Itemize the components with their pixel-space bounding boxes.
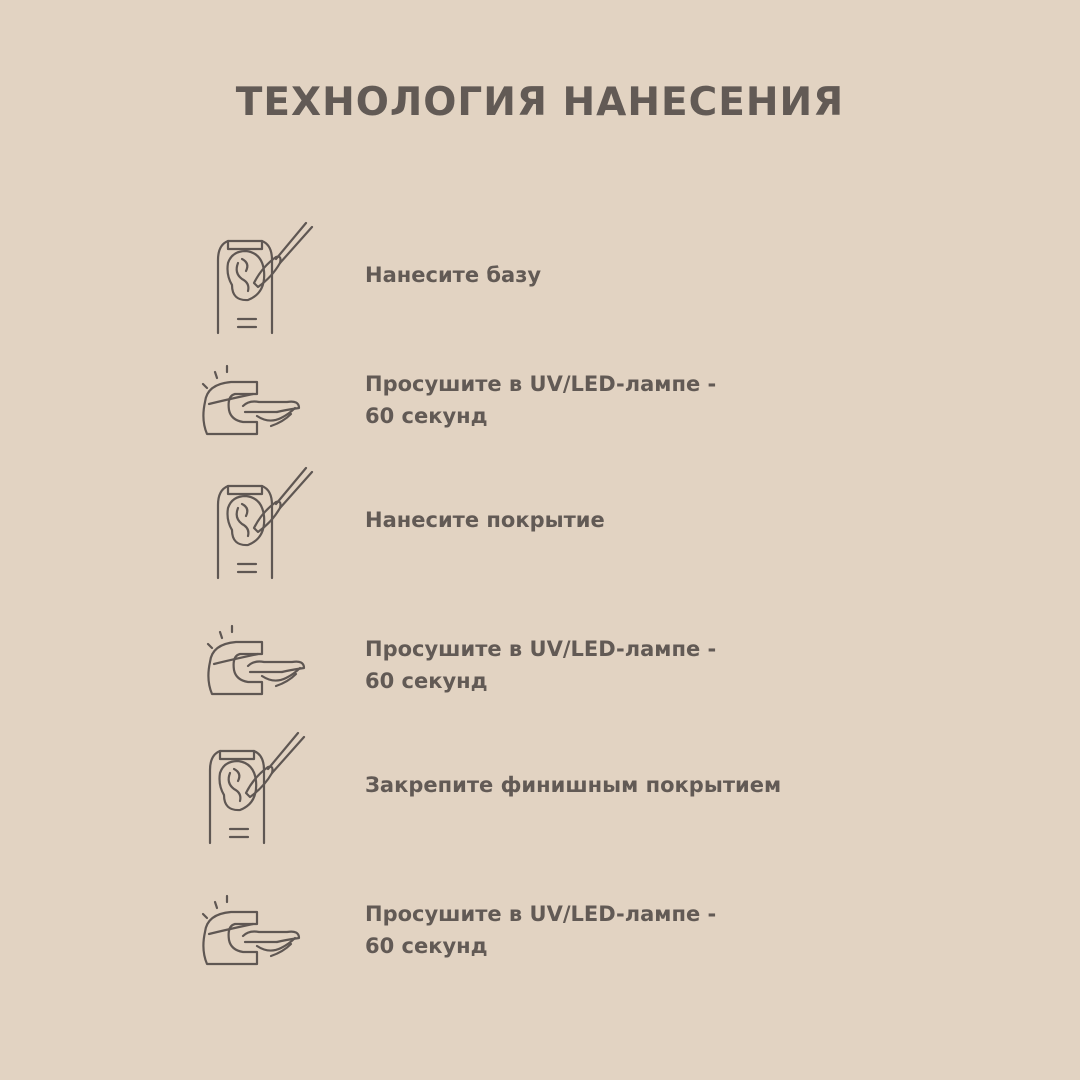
- uv-lamp-hand-icon: [200, 620, 310, 700]
- step-text: Нанесите базу: [365, 263, 542, 287]
- step-text: Просушите в UV/LED-лампе - 60 секунд: [365, 372, 717, 428]
- step-text: Закрепите финишным покрытием: [365, 773, 782, 797]
- step-cure-2: [180, 600, 900, 730]
- brush-nail-icon: [202, 725, 312, 845]
- brush-nail-icon: [210, 215, 320, 335]
- uv-lamp-hand-icon: [195, 360, 305, 440]
- page-title: ТЕХНОЛОГИЯ НАНЕСЕНИЯ: [235, 80, 845, 125]
- step-cure-3: [180, 865, 900, 995]
- step-apply-coating: [180, 455, 900, 585]
- uv-lamp-hand-icon: [195, 890, 305, 970]
- step-text: Нанесите покрытие: [365, 508, 605, 532]
- step-apply-top: [180, 720, 900, 850]
- step-text: Просушите в UV/LED-лампе - 60 секунд: [365, 902, 717, 958]
- step-cure-1: [180, 335, 900, 465]
- step-text: Просушите в UV/LED-лампе - 60 секунд: [365, 637, 717, 693]
- brush-nail-icon: [210, 460, 320, 580]
- step-apply-base: [180, 210, 900, 340]
